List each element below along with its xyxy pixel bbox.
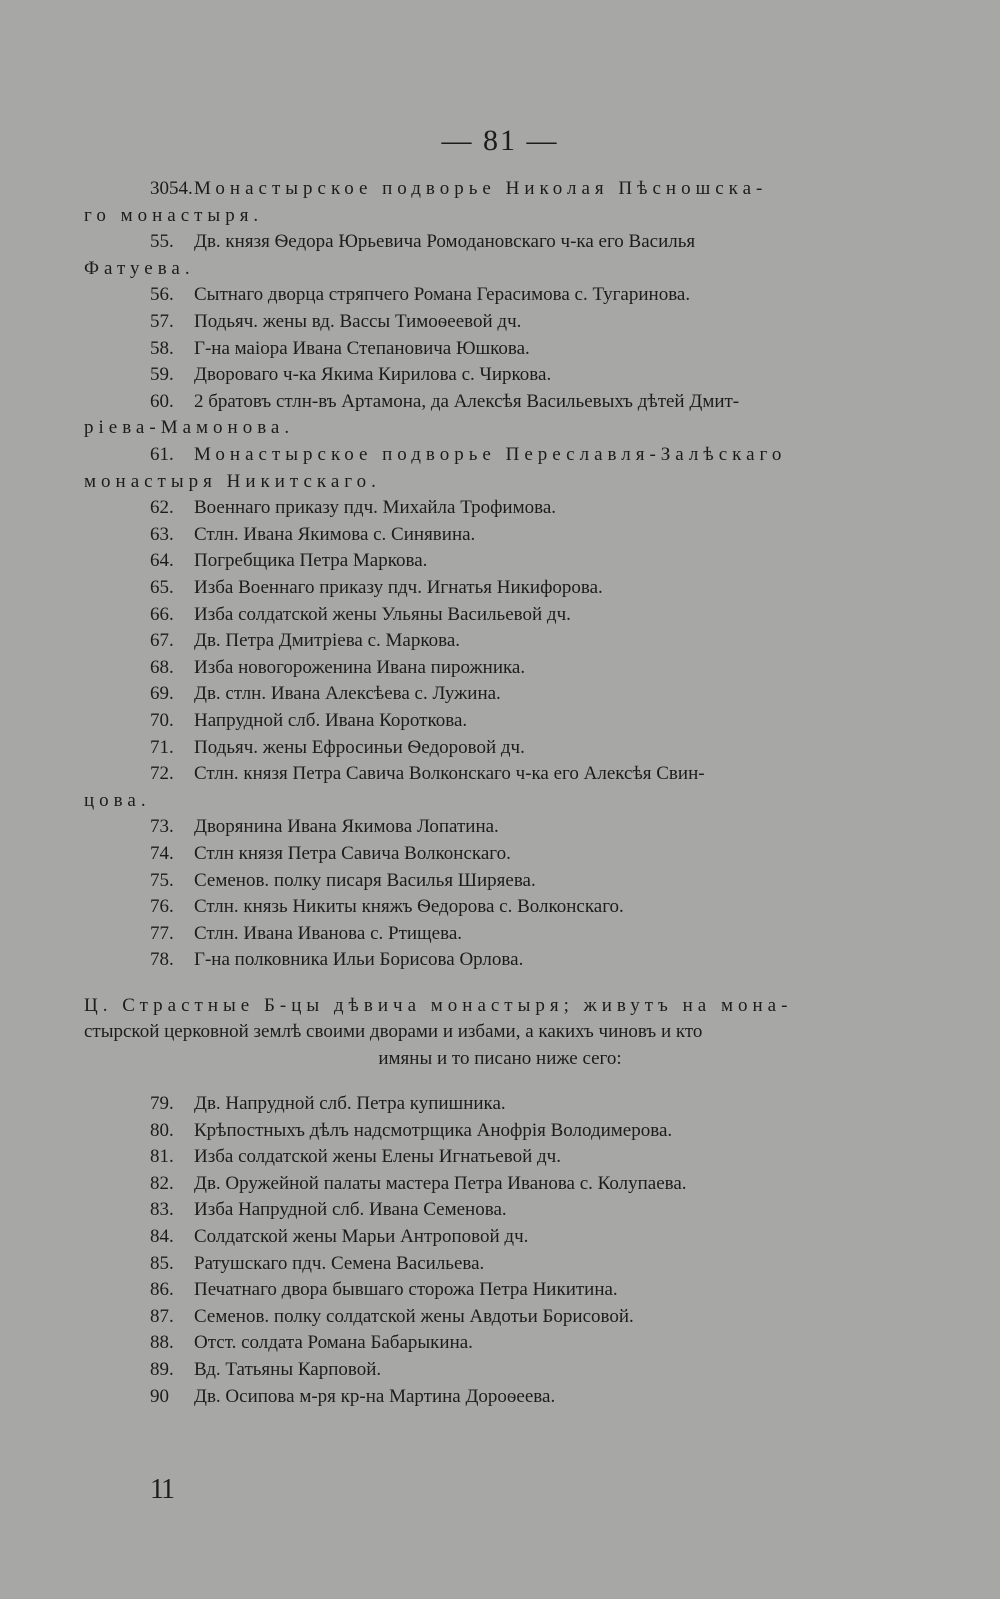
entry-number: 70.: [150, 710, 174, 731]
entry-number: 76.: [150, 896, 174, 918]
entry-line: [150, 1144, 561, 1170]
entry-text: Семенов. полку солдатской жены Авдотьи Борисовой.: [194, 1305, 634, 1327]
entry-line: [150, 442, 786, 468]
entry-line: [150, 735, 525, 761]
entry-number: 74.: [150, 843, 174, 864]
entry-number: 79.: [150, 1093, 174, 1115]
entry-text: Стлн. Ивана Якимова с. Синявина.: [194, 523, 476, 545]
entry-text: Изба солдатской жены Елены Игнатьевой дч.: [194, 1146, 561, 1168]
entry-text: Изба Военнаго приказу пдч. Игнатья Никифорова.: [194, 577, 603, 598]
entry-number: 66.: [150, 603, 174, 625]
entry-number: 81.: [150, 1146, 174, 1168]
entry-number: 86.: [150, 1279, 174, 1301]
entry-text: Фатуева.: [84, 257, 195, 279]
entry-line: [150, 1277, 618, 1303]
entry-number: 88.: [150, 1332, 174, 1354]
entry-line: [150, 1118, 672, 1144]
entry-number: 73.: [150, 816, 174, 838]
entry-text: Стлн. князь Никиты княжъ Ѳедорова с. Волконскаго.: [194, 896, 624, 918]
section-heading-line: [84, 993, 792, 1019]
entry-line: [84, 256, 195, 282]
entry-line: [150, 1171, 687, 1197]
section-heading-line: [84, 1019, 702, 1045]
entry-number: 3054.: [150, 178, 193, 199]
entry-number: 68.: [150, 656, 174, 678]
entry-number: 55.: [150, 231, 174, 253]
entry-line: [150, 336, 530, 362]
entry-text: Дв. Осипова м-ря кр-на Мартина Дороѳеева.: [194, 1385, 556, 1407]
entry-number: 75.: [150, 869, 174, 891]
entry-line: [150, 1197, 507, 1223]
entry-text: Дв. стлн. Ивана Алексѣева с. Лужина.: [194, 683, 501, 705]
entry-line: [150, 229, 695, 255]
entry-line: [150, 495, 556, 521]
entry-number: 62.: [150, 497, 174, 519]
entry-line: [150, 602, 571, 628]
signature-mark: 11: [150, 1474, 173, 1505]
entry-line: [150, 1357, 381, 1383]
entry-text: имяны и то писано ниже сего:: [378, 1047, 622, 1069]
entry-text: 2 братовъ стлн-въ Артамона, да Алексѣя Васильевыхъ дѣтей Дмит-: [194, 390, 740, 412]
entry-text: Вд. Татьяны Карповой.: [194, 1359, 382, 1381]
entry-line: [150, 575, 603, 601]
entry-line: [150, 841, 511, 867]
entry-line: [150, 1304, 634, 1330]
entry-text: Солдатской жены Марьи Антроповой дч.: [194, 1226, 529, 1248]
entry-text: Г-на маіора Ивана Степановича Юшкова.: [194, 337, 530, 359]
entry-number: 72.: [150, 763, 174, 785]
section-heading-line: [0, 1046, 1000, 1072]
entry-line: [150, 681, 501, 707]
entry-text: Изба солдатской жены Ульяны Васильевой дч.: [194, 603, 571, 625]
entry-text: Ц. Страстные Б-цы дѣвича монастыря; живутъ на мона-: [84, 994, 793, 1016]
entry-text: Отст. солдата Романа Бабарыкина.: [194, 1332, 473, 1354]
entry-number: 56.: [150, 284, 174, 306]
entry-number: 60.: [150, 390, 174, 412]
entry-line: [150, 708, 467, 734]
entry-text: цова.: [84, 789, 151, 811]
entry-line: [150, 894, 624, 920]
entry-line: [150, 628, 460, 654]
entry-text: ріева-Мамонова.: [84, 417, 295, 439]
entry-text: Военнаго приказу пдч. Михайла Трофимова.: [194, 497, 557, 519]
entry-text: Изба новогороженина Ивана пирожника.: [194, 656, 526, 678]
entry-line: [150, 921, 462, 947]
entry-text: Стлн. князя Петра Савича Волконскаго ч-ка его Алексѣя Свин-: [194, 763, 705, 785]
entry-number: 58.: [150, 337, 174, 359]
entry-text: Дв. Оружейной палаты мастера Петра Иванова с. Колупаева.: [194, 1172, 687, 1194]
entry-line: [150, 761, 705, 787]
entry-number: 59.: [150, 364, 174, 386]
entry-text: Изба Напрудной слб. Ивана Семенова.: [194, 1199, 507, 1221]
entry-line: [150, 947, 523, 973]
entry-text: Печатнаго двора бывшаго сторожа Петра Никитина.: [194, 1279, 618, 1301]
entry-text: Погребщика Петра Маркова.: [194, 550, 428, 572]
entry-text: Стлн князя Петра Савича Волконскаго.: [194, 843, 511, 864]
entry-line: [150, 1384, 555, 1410]
entry-text: монастыря Никитскаго.: [84, 470, 381, 492]
entry-number: 64.: [150, 550, 174, 572]
entry-line: [150, 389, 739, 415]
entry-text: Подьяч. жены вд. Вассы Тимоѳеевой дч.: [194, 311, 522, 332]
entry-text: Дв. Петра Дмитріева с. Маркова.: [194, 630, 461, 652]
entry-text: го монастыря.: [84, 204, 264, 226]
entry-text: Монастырское подворье Переславля-Залѣскаго: [194, 444, 787, 465]
entry-line: [150, 1330, 473, 1356]
entry-number: 82.: [150, 1172, 174, 1194]
entry-number: 87.: [150, 1305, 174, 1327]
entry-line: [150, 814, 499, 840]
page-number: — 81 —: [441, 124, 559, 157]
entry-line: [84, 469, 381, 495]
entry-line: [150, 282, 690, 308]
entry-text: Дворянина Ивана Якимова Лопатина.: [194, 816, 499, 838]
entry-line: [84, 788, 151, 814]
entry-line: [150, 176, 767, 202]
entry-number: 85.: [150, 1252, 174, 1274]
entry-line: [150, 522, 475, 548]
entry-number: 83.: [150, 1199, 174, 1221]
entry-text: Ратушскаго пдч. Семена Васильева.: [194, 1252, 485, 1274]
entry-text: Монастырское подворье Николая Пѣсношска-: [194, 178, 768, 199]
entry-number: 63.: [150, 523, 174, 545]
entry-number: 65.: [150, 577, 174, 598]
entry-line: [84, 203, 263, 229]
entry-number: 89.: [150, 1359, 174, 1381]
entry-number: 67.: [150, 630, 174, 652]
entry-number: 57.: [150, 311, 174, 332]
entry-text: Стлн. Ивана Иванова с. Ртищева.: [194, 922, 463, 944]
entry-line: [150, 362, 551, 388]
entry-line: [150, 655, 525, 681]
entry-text: Г-на полковника Ильи Борисова Орлова.: [194, 949, 524, 971]
entry-text: Дв. Напрудной слб. Петра купишника.: [194, 1093, 506, 1115]
entry-number: 90: [150, 1385, 169, 1407]
entry-line: [150, 1251, 484, 1277]
entry-line: [150, 309, 521, 335]
entry-text: Напрудной слб. Ивана Короткова.: [194, 710, 468, 731]
entry-text: стырской церковной землѣ своими дворами и избами, а какихъ чиновъ и кто: [84, 1021, 703, 1043]
entry-line: [150, 868, 536, 894]
entry-text: Двороваго ч-ка Якима Кирилова с. Чиркова.: [194, 364, 552, 386]
entry-number: 69.: [150, 683, 174, 705]
entry-line: [150, 1224, 528, 1250]
entry-text: Дв. князя Ѳедора Юрьевича Ромодановскаго ч-ка его Василья: [194, 231, 696, 253]
entry-line: [150, 548, 427, 574]
entry-text: Семенов. полку писаря Василья Ширяева.: [194, 869, 536, 891]
entry-number: 84.: [150, 1226, 174, 1248]
entry-line: [84, 415, 294, 441]
entry-text: Крѣпостныхъ дѣлъ надсмотрщика Анофрія Володимерова.: [194, 1119, 673, 1141]
entry-number: 71.: [150, 736, 174, 758]
entry-line: [150, 1091, 506, 1117]
entry-text: Сытнаго дворца стряпчего Романа Герасимова с. Тугаринова.: [194, 284, 691, 306]
entry-number: 61.: [150, 444, 174, 465]
entry-number: 78.: [150, 949, 174, 971]
entry-text: Подьяч. жены Ефросиньи Ѳедоровой дч.: [194, 736, 525, 758]
entry-number: 77.: [150, 922, 174, 944]
entry-number: 80.: [150, 1119, 174, 1141]
